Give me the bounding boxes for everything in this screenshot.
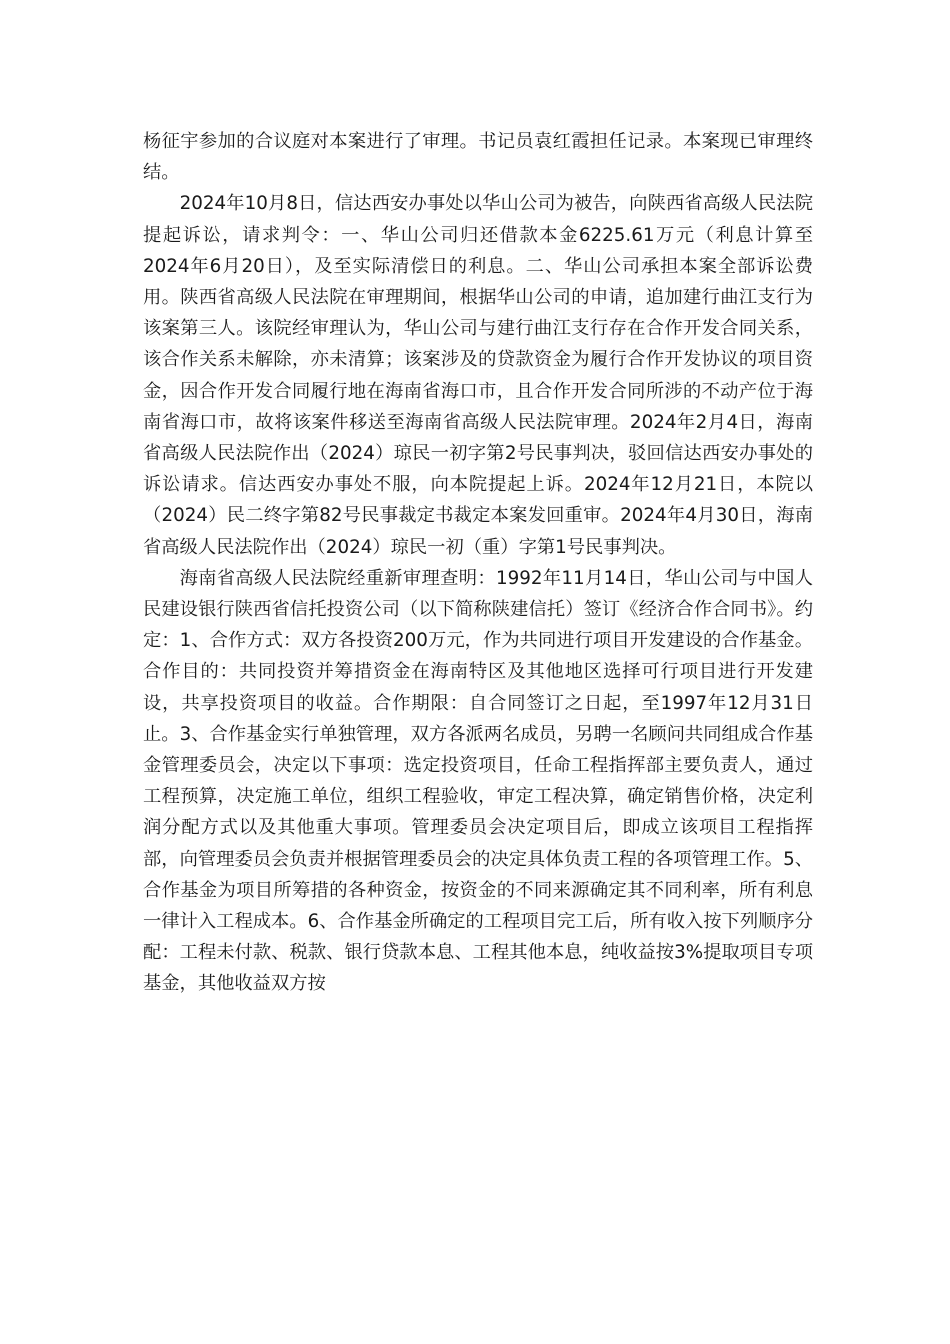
paragraph-litigation-history: 2024年10月8日，信达西安办事处以华山公司为被告，向陕西省高级人民法院提起诉讼，请求判令：一、华山公司归还借款本金6225.61万元（利息计算至2024年6月20日），及至实际清偿日的利息。二、华山公司承担本案全部诉讼费用。陕西省高级人民法院在审理期间，根据华山公司的申请，追加建行曲江支行为该案第三人。该院经审理认为，华山公司与建行曲江支行存在合作开发合同关系，该合作关系未解除，亦未清算；该案涉及的贷款资金为履行合作开发协议的项目资金，因合作开发合同履行地在海南省海口市，且合作开发合同所涉的不动产位于海南省海口市，故将该案件移送至海南省高级人民法院审理。2024年2月4日，海南省高级人民法院作出（2024）琼民一初字第2号民事判决，驳回信达西安办事处的诉讼请求。信达西安办事处不服，向本院提起上诉。2024年12月21日，本院以（2024）民二终字第82号民事裁定书裁定本案发回重审。2024年4月30日，海南省高级人民法院作出（2024）琼民一初（重）字第1号民事判决。 — [143, 193, 813, 558]
paragraph-facts-found: 海南省高级人民法院经重新审理查明：1992年11月14日，华山公司与中国人民建设银行陕西省信托投资公司（以下简称陕建信托）签订《经济合作合同书》。约定：1、合作方式：双方各投资200万元，作为共同进行项目开发建设的合作基金。合作目的：共同投资并筹措资金在海南特区及其他地区选择可行项目进行开发建设，共享投资项目的收益。合作期限：自合同签订之日起，至1997年12月31日止。3、合作基金实行单独管理，双方各派两名成员，另聘一名顾问共同组成合作基金管理委员会，决定以下事项：选定投资项目，任命工程指挥部主要负责人，通过工程预算，决定施工单位，组织工程验收，审定工程决算，确定销售价格，决定利润分配方式以及其他重大事项。管理委员会决定项目后，即成立该项目工程指挥部，向管理委员会负责并根据管理委员会的决定具体负责工程的各项管理工作。5、合作基金为项目所筹措的各种资金，按资金的不同来源确定其不同利率，所有利息一律计入工程成本。6、合作基金所确定的工程项目完工后，所有收入按下列顺序分配：工程未付款、税款、银行贷款本息、工程其他本息，纯收益按3%提取项目专项基金，其他收益双方按 — [143, 567, 813, 995]
document-page — [143, 126, 813, 1000]
paragraph-continuation: 杨征宇参加的合议庭对本案进行了审理。书记员袁红霞担任记录。本案现已审理终结。 — [143, 131, 813, 184]
